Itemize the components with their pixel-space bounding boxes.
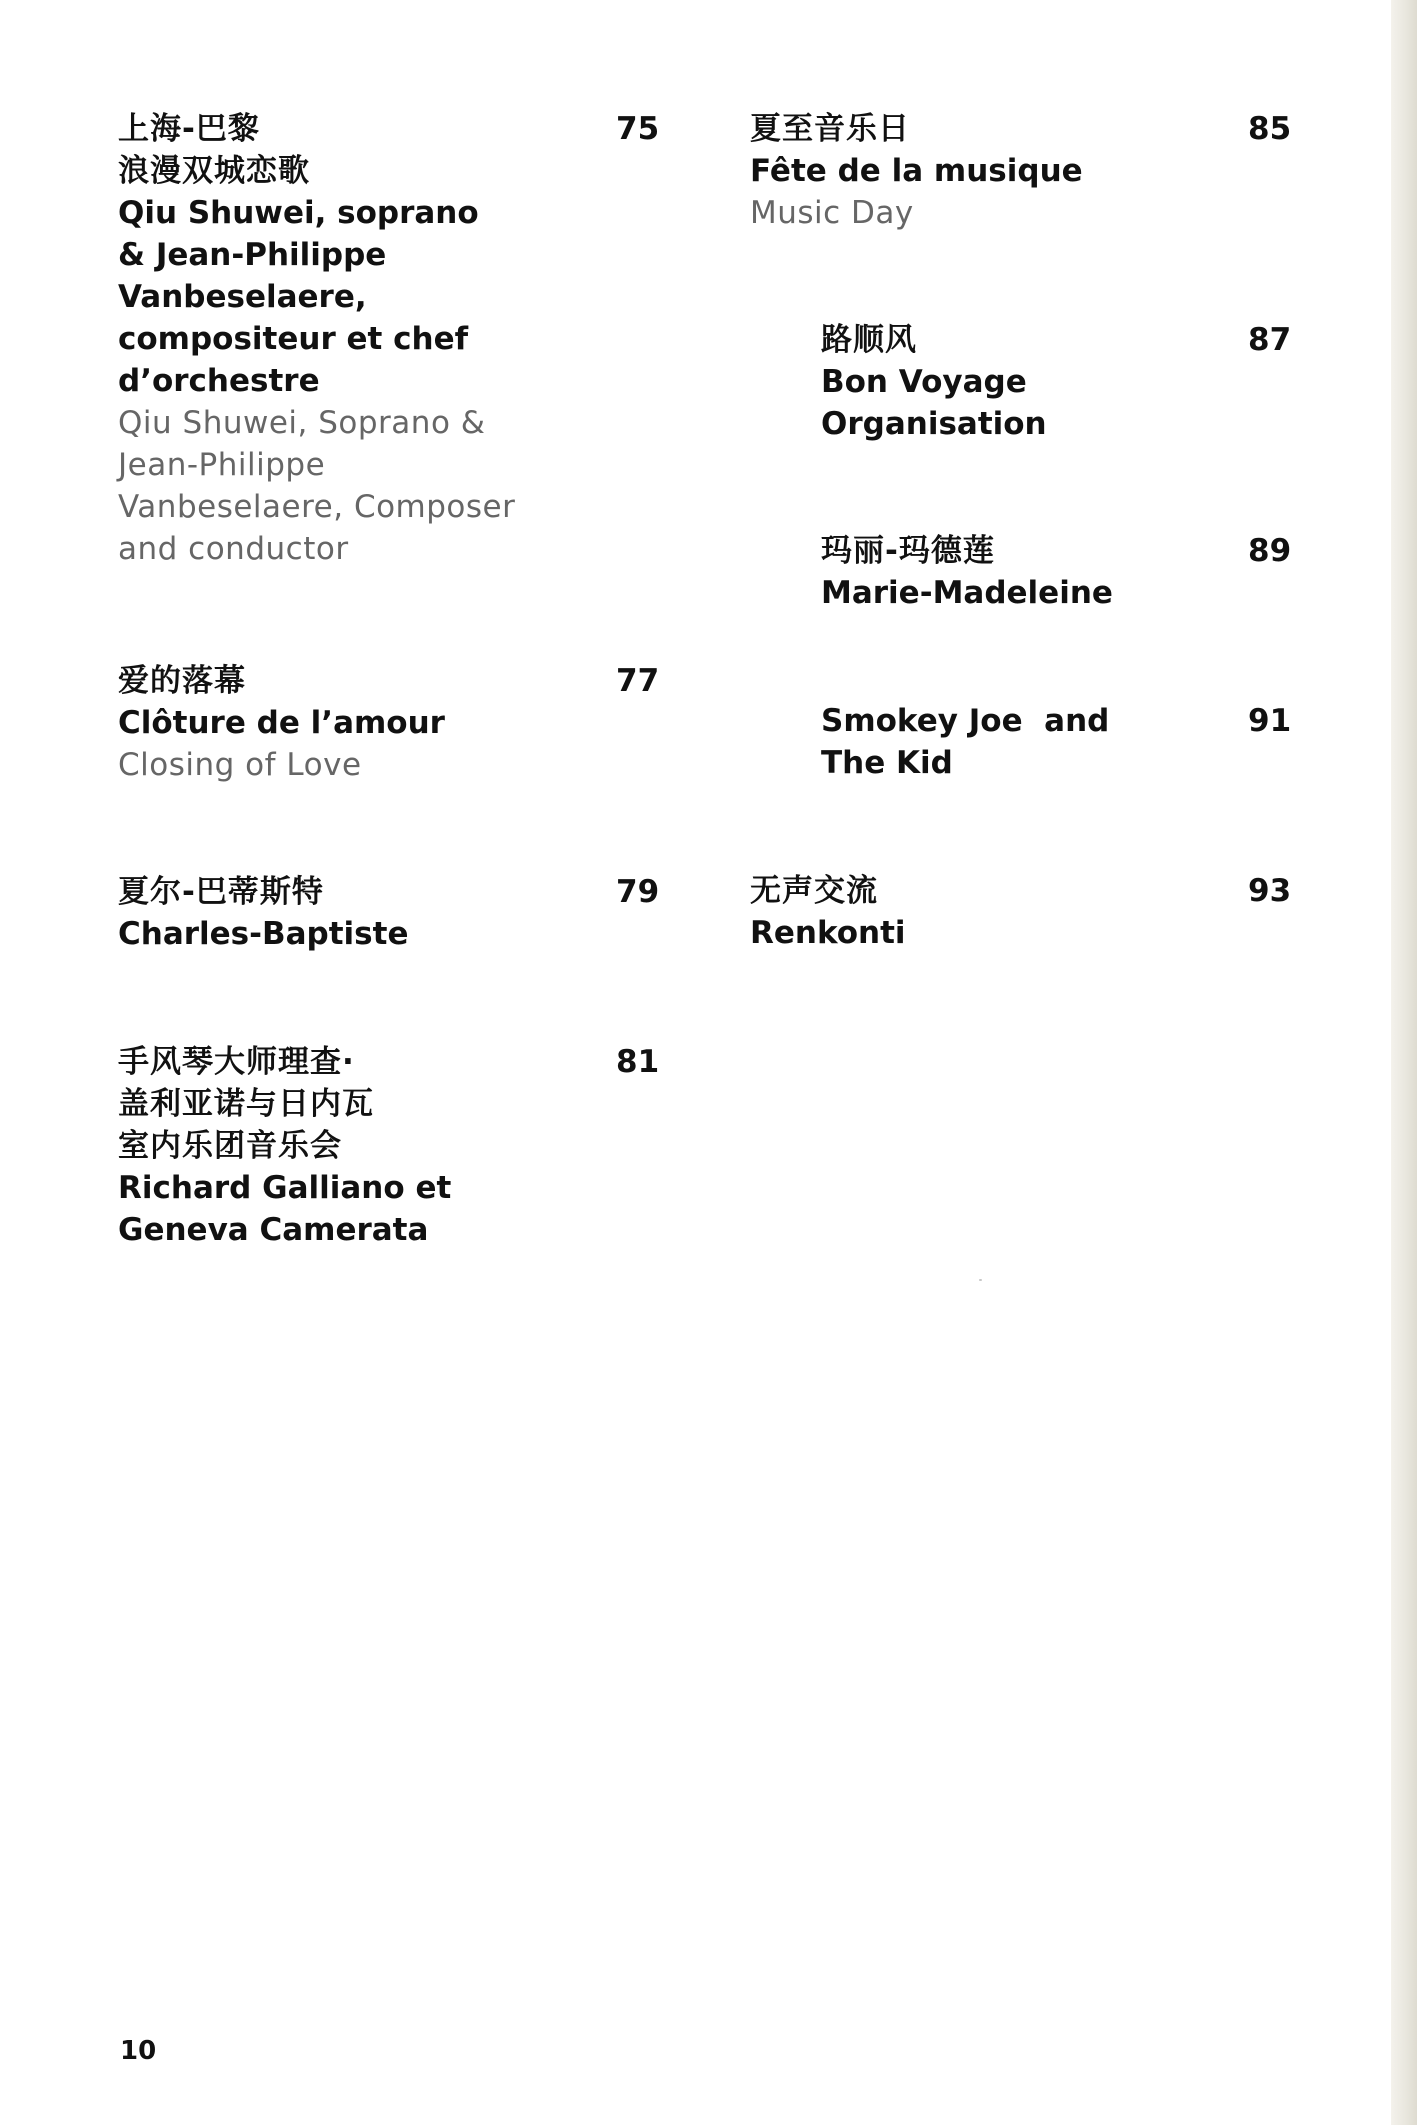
toc-entry-closing-of-love[interactable]: [118, 660, 445, 786]
toc-subentry-marie-madeleine[interactable]: [821, 530, 1113, 614]
entry-title-fr: The Kid: [821, 745, 953, 781]
entry-title-fr: Bon Voyage: [821, 364, 1027, 400]
entry-title-en: Qiu Shuwei, Soprano &: [118, 405, 486, 441]
entry-title-fr: Fête de la musique: [750, 153, 1083, 189]
entry-title-fr: Marie-Madeleine: [821, 575, 1113, 611]
entry-title-zh: 夏至音乐日: [750, 111, 910, 147]
entry-title-fr: Clôture de l’amour: [118, 705, 445, 741]
entry-title-zh: 上海-巴黎: [118, 111, 260, 147]
entry-title-fr: d’orchestre: [118, 363, 320, 399]
paper-speck: [979, 1279, 982, 1281]
entry-title-en: Jean-Philippe: [118, 447, 326, 483]
entry-title-fr: Organisation: [821, 406, 1047, 442]
entry-title-zh: 室内乐团音乐会: [118, 1128, 342, 1164]
page-number: 89: [1248, 533, 1292, 569]
entry-title-fr: Richard Galliano et: [118, 1170, 452, 1206]
toc-subentry-smokey-joe[interactable]: [821, 700, 1109, 784]
entry-title-zh: 路顺风: [821, 322, 917, 358]
entry-title-zh: 盖利亚诺与日内瓦: [118, 1086, 374, 1122]
entry-title-zh: 无声交流: [750, 873, 878, 909]
entry-title-fr: & Jean-Philippe: [118, 237, 387, 273]
entry-title-en: and conductor: [118, 531, 349, 567]
entry-title-zh: 夏尔-巴蒂斯特: [118, 874, 324, 910]
entry-title-fr: Geneva Camerata: [118, 1212, 429, 1248]
entry-title-fr: compositeur et chef: [118, 321, 469, 357]
entry-title-fr: Charles-Baptiste: [118, 916, 409, 952]
folio-page-number: 10: [120, 2036, 157, 2066]
page-number: 75: [616, 111, 660, 147]
entry-title-fr: Renkonti: [750, 915, 906, 951]
toc-subentry-bon-voyage[interactable]: [821, 319, 1047, 445]
toc-entry-fete-de-la-musique[interactable]: [750, 108, 1083, 234]
entry-title-fr: Vanbeselaere,: [118, 279, 367, 315]
entry-title-zh: 玛丽-玛德莲: [821, 533, 995, 569]
entry-title-zh: 手风琴大师理查·: [118, 1044, 355, 1080]
page-number: 85: [1248, 111, 1292, 147]
toc-entry-charles-baptiste[interactable]: [118, 871, 408, 955]
page-number: 87: [1248, 322, 1292, 358]
page-number: 79: [616, 874, 660, 910]
page-number: 93: [1248, 873, 1292, 909]
entry-title-en: Closing of Love: [118, 747, 362, 783]
entry-title-zh: 爱的落幕: [118, 663, 246, 699]
toc-entry-shanghai-paris[interactable]: [118, 108, 515, 570]
page-edge-shadow: [1391, 0, 1417, 2125]
toc-entry-richard-galliano[interactable]: [118, 1041, 451, 1251]
entry-title-en: Vanbeselaere, Composer: [118, 489, 516, 525]
entry-title-en: Music Day: [750, 195, 914, 231]
entry-title-fr: Smokey Joe and: [821, 703, 1110, 739]
page-number: 77: [616, 663, 660, 699]
entry-title-zh: 浪漫双城恋歌: [118, 153, 310, 189]
entry-title-fr: Qiu Shuwei, soprano: [118, 195, 479, 231]
page-number: 81: [616, 1044, 660, 1080]
toc-entry-renkonti[interactable]: [750, 870, 906, 954]
page-number: 91: [1248, 703, 1292, 739]
